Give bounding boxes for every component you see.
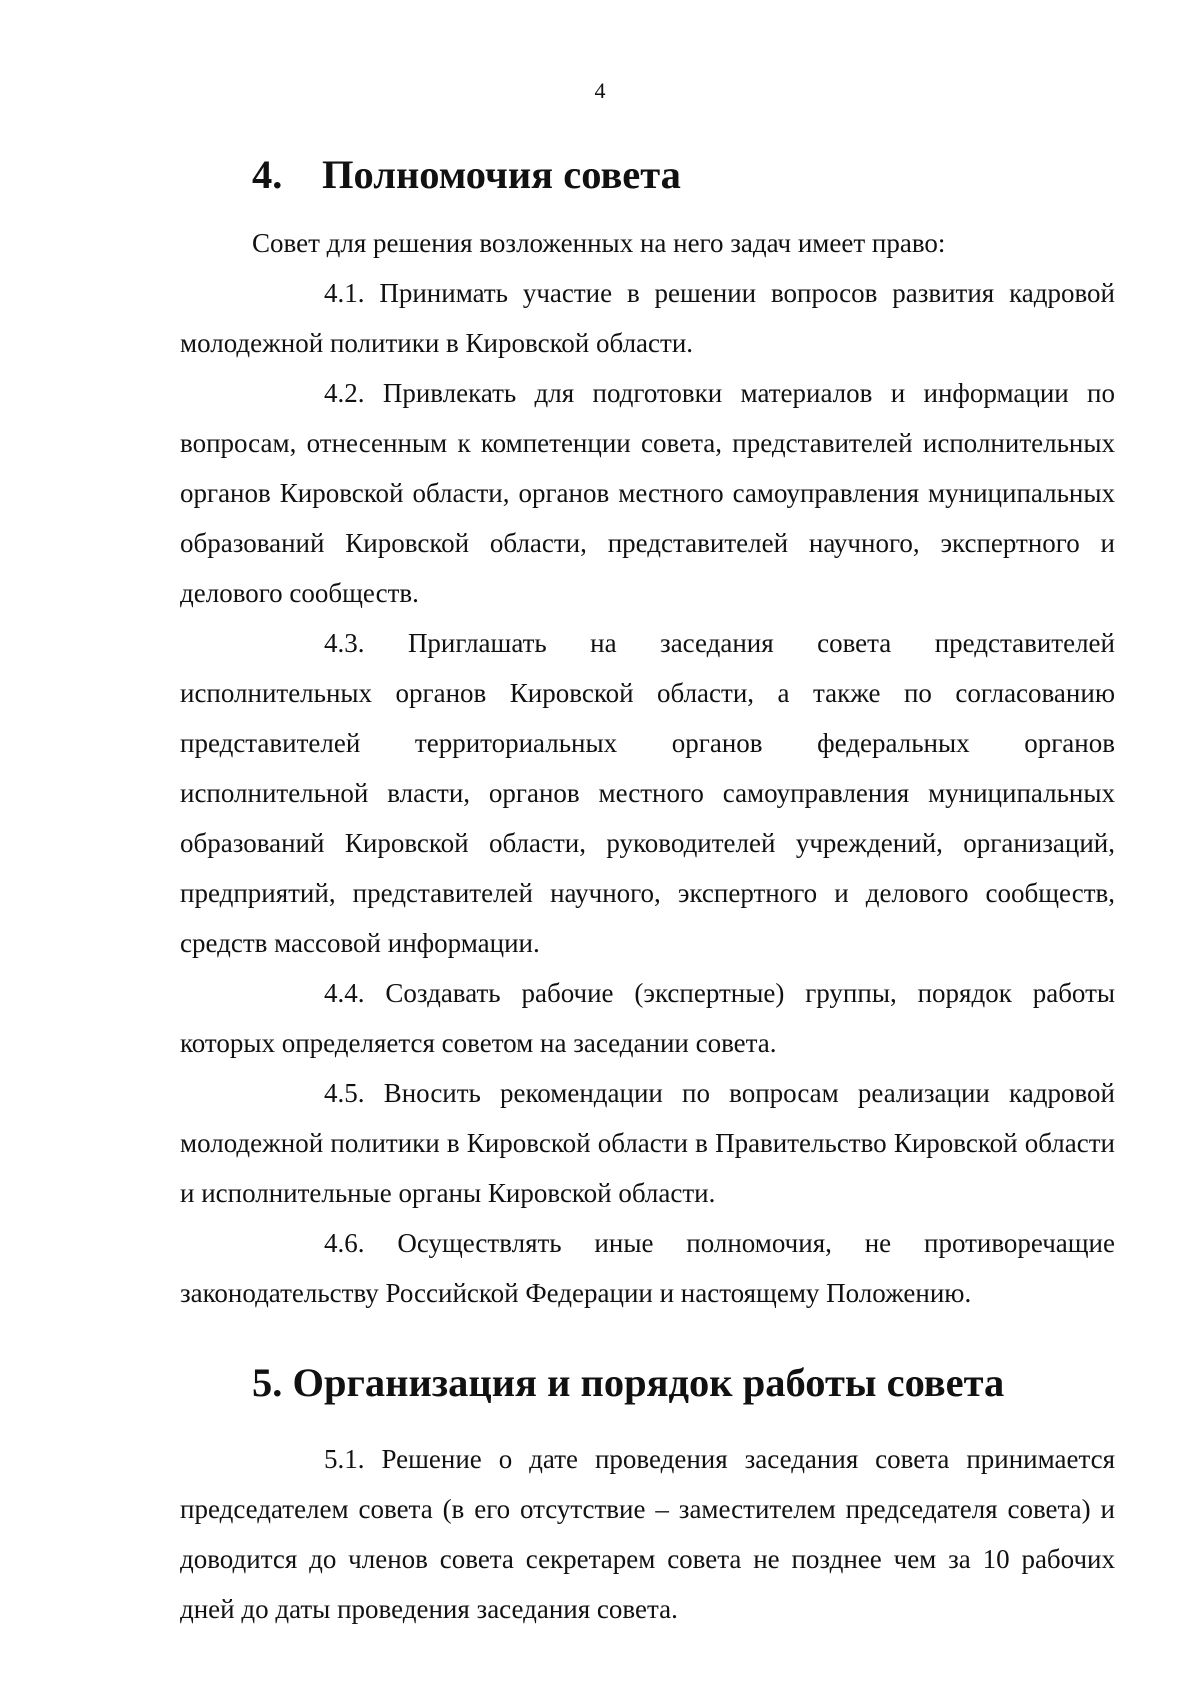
paragraph-4-4 — [180, 968, 1115, 1068]
paragraph-4-3 — [180, 618, 1115, 968]
paragraph-text: Приглашать на заседания совета представителей исполнительных органов Кировской области, а также по согласованию представителей территориальных органов федеральных органов исполнительной власти, органов местного самоуправления муниципальных образований Кировской области, руководителей учреждений, организаций, предприятий, представителей научного, экспертного и делового сообществ, средств массовой информации. — [180, 628, 1115, 958]
paragraph-text: Решение о дате проведения заседания совета принимается председателем совета (в его отсутствие – заместителем председателя совета) и доводится до членов совета секретарем совета не позднее чем за 10 рабочих дней до даты проведения заседания совета. — [180, 1444, 1116, 1624]
paragraph-number: 4.1. — [324, 278, 365, 308]
paragraph-number: 4.6. — [324, 1228, 365, 1258]
paragraph-4-6 — [180, 1218, 1115, 1318]
paragraph-number: 5.1. — [324, 1444, 365, 1474]
paragraph-4-1 — [180, 268, 1115, 368]
paragraph-4-2 — [180, 368, 1115, 618]
spacer — [180, 1408, 1115, 1434]
page-number: 4 — [594, 78, 606, 103]
paragraph-number: 4.4. — [324, 978, 365, 1008]
section-4-number: 4. — [252, 152, 283, 197]
paragraph-text: Принимать участие в решении вопросов развития кадровой молодежной политики в Кировской области. — [180, 278, 1116, 358]
paragraph-number: 4.2. — [324, 378, 365, 408]
paragraph-number: 4.3. — [324, 628, 365, 658]
paragraph-number: 4.5. — [324, 1078, 365, 1108]
section-4-intro: Совет для решения возложенных на него задач имеет право: — [252, 228, 946, 258]
paragraph-text: Вносить рекомендации по вопросам реализации кадровой молодежной политики в Кировской области в Правительство Кировской области и исполнительные органы Кировской области. — [180, 1078, 1115, 1208]
section-4-heading — [180, 150, 1115, 200]
document-body — [180, 150, 1115, 1634]
section-4-title: Полномочия совета — [322, 152, 681, 197]
paragraph-text: Создавать рабочие (экспертные) группы, порядок работы которых определяется советом на заседании совета. — [180, 978, 1116, 1058]
paragraph-text: Привлекать для подготовки материалов и информации по вопросам, отнесенным к компетенции совета, представителей исполнительных органов Кировской области, органов местного самоуправления муниципальных образований Кировской области, представителей научного, экспертного и делового сообществ. — [180, 378, 1115, 608]
paragraph-5-1 — [180, 1434, 1115, 1634]
section-5-heading: 5. Организация и порядок работы совета — [252, 1360, 1005, 1405]
paragraph-4-5 — [180, 1068, 1115, 1218]
paragraph-text: Осуществлять иные полномочия, не противоречащие законодательству Российской Федерации и настоящему Положению. — [180, 1228, 1115, 1308]
